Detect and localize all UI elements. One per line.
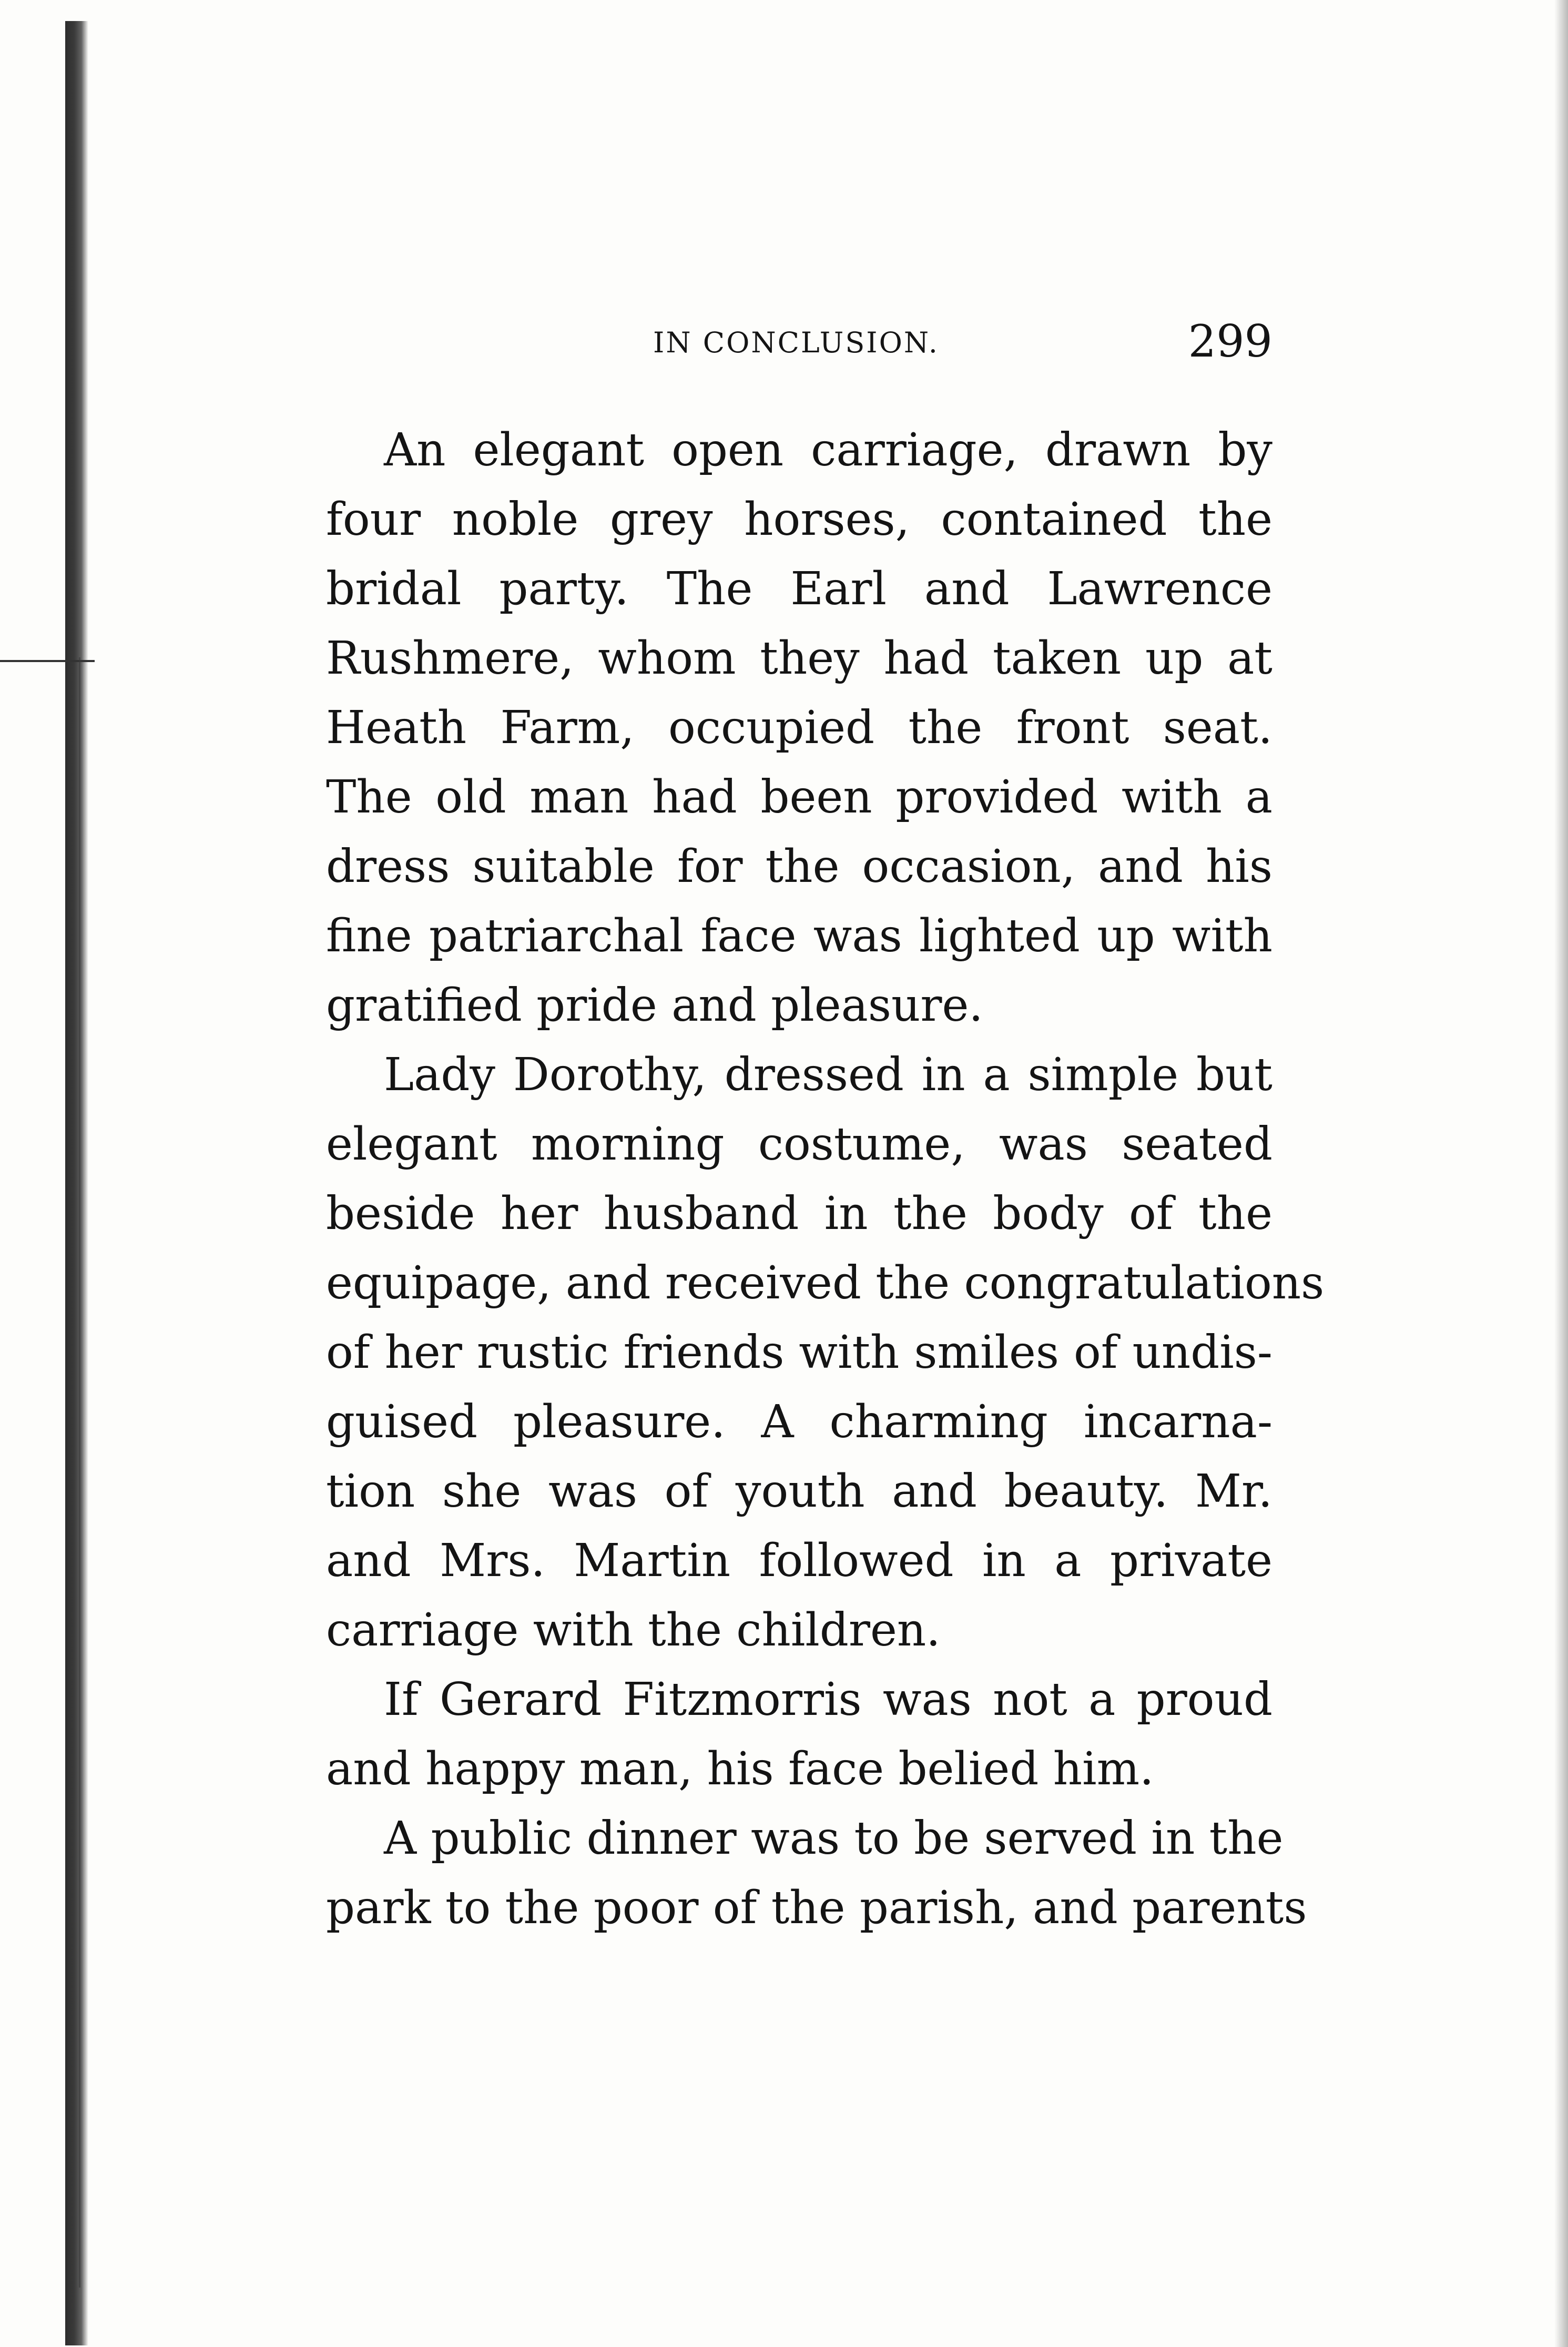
text-line: gratified pride and pleasure. <box>326 979 983 1032</box>
text-line: equipage, and received the congratulations <box>326 1257 1325 1309</box>
binding-line <box>79 657 80 2288</box>
text-line: Rushmere, whom they had taken up at <box>326 632 1272 685</box>
text-line: The old man had been provided with a <box>326 771 1272 824</box>
text-line: park to the poor of the parish, and parents <box>326 1882 1307 1934</box>
text-line: Heath Farm, occupied the front seat. <box>326 702 1272 754</box>
text-line: dress suitable for the occasion, and his <box>326 840 1272 893</box>
text-line: If Gerard Fitzmorris was not a proud <box>384 1673 1272 1726</box>
text-line: carriage with the children. <box>326 1604 941 1657</box>
text-line: tion she was of youth and beauty. Mr. <box>326 1465 1272 1518</box>
text-line: and Mrs. Martin followed in a private <box>326 1535 1272 1587</box>
binding-edge <box>65 21 88 2345</box>
text-line: bridal party. The Earl and Lawrence <box>326 563 1272 615</box>
text-line: A public dinner was to be served in the <box>384 1812 1284 1865</box>
text-line: and happy man, his face belied him. <box>326 1743 1154 1795</box>
text-line: elegant morning costume, was seated <box>326 1118 1272 1171</box>
text-line: guised pleasure. A charming incarna- <box>326 1396 1272 1448</box>
page-number: 299 <box>1188 316 1272 367</box>
text-line: fine patriarchal face was lighted up with <box>326 910 1272 962</box>
text-line: four noble grey horses, contained the <box>326 493 1272 546</box>
scan-mark <box>0 660 95 662</box>
running-head: IN CONCLUSION. <box>653 326 939 359</box>
body-text <box>326 415 1325 1943</box>
text-line: Lady Dorothy, dressed in a simple but <box>384 1049 1272 1101</box>
text-line: of her rustic friends with smiles of undis- <box>326 1326 1272 1379</box>
text-line: beside her husband in the body of the <box>326 1187 1272 1240</box>
text-line: An elegant open carriage, drawn by <box>384 424 1272 476</box>
page-header <box>326 316 1272 379</box>
page-edge-shadow <box>1554 0 1568 2347</box>
